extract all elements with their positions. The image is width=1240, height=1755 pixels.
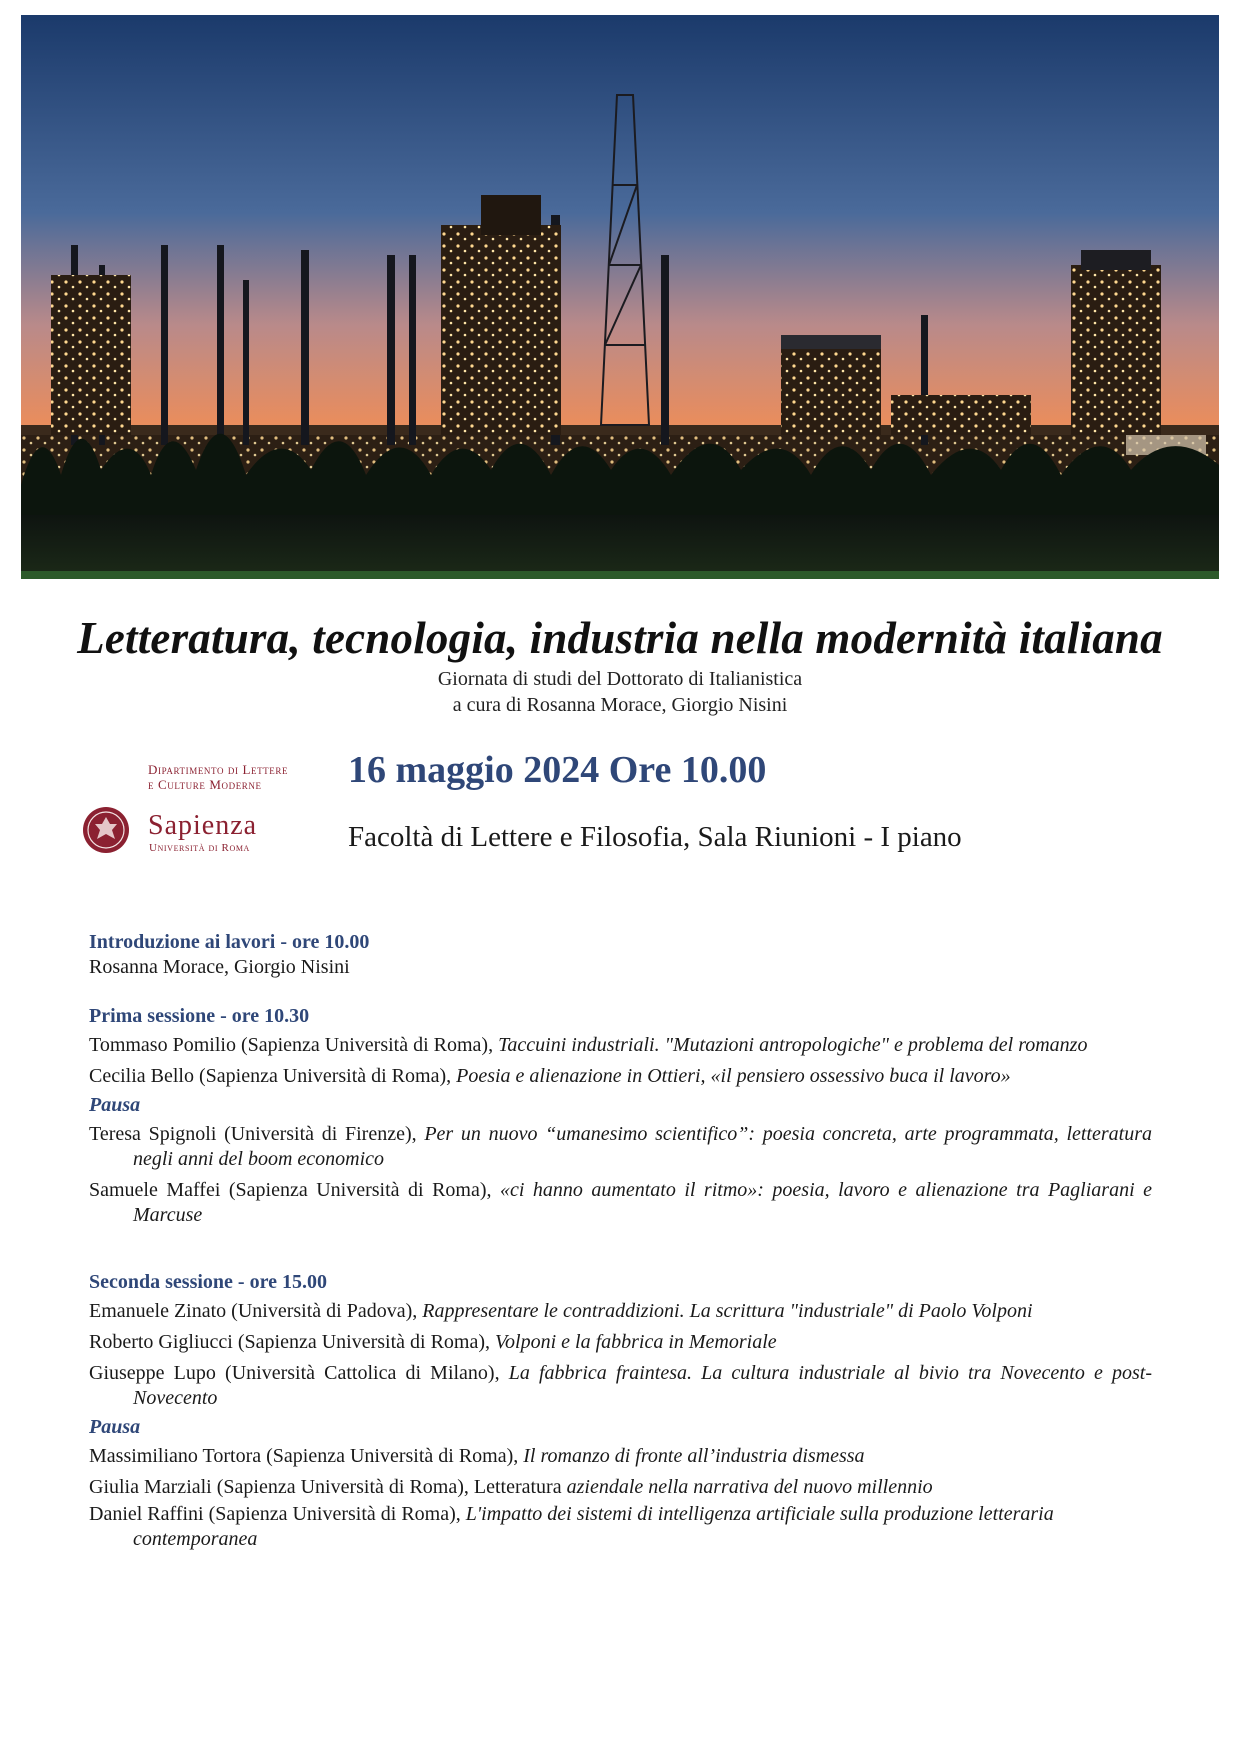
event-venue: Facoltà di Lettere e Filosofia, Sala Riunioni - I piano	[348, 821, 962, 853]
talk-item: Samuele Maffei (Sapienza Università di Roma), «ci hanno aumentato il ritmo»: poesia, lavoro e alienazione tra Pagliarani e Marcuse	[89, 1179, 1152, 1226]
talk-item: Roberto Gigliucci (Sapienza Università di Roma), Volponi e la fabbrica in Memoriale	[89, 1331, 777, 1353]
talk-item: Giulia Marziali (Sapienza Università di Roma), Letteratura aziendale nella narrativa del nuovo millennio	[89, 1476, 933, 1498]
university-name: Sapienza	[148, 810, 258, 841]
session-2-heading: Seconda sessione - ore 15.00	[89, 1271, 327, 1293]
break-label: Pausa	[89, 1094, 141, 1116]
break-label: Pausa	[89, 1416, 141, 1438]
refinery-illustration	[21, 15, 1219, 579]
session-1-heading: Prima sessione - ore 10.30	[89, 1005, 310, 1027]
intro-speakers: Rosanna Morace, Giorgio Nisini	[89, 956, 350, 978]
sapienza-seal-icon	[82, 806, 130, 854]
talk-item: Giuseppe Lupo (Università Cattolica di Milano), La fabbrica fraintesa. La cultura industriale al bivio tra Novecento e post-Novecento	[89, 1362, 1152, 1409]
hero-image	[21, 15, 1219, 579]
department-logo	[70, 746, 320, 876]
intro-heading: Introduzione ai lavori - ore 10.00	[89, 931, 370, 953]
talk-item: Teresa Spignoli (Università di Firenze), Per un nuovo “umanesimo scientifico”: poesia concreta, arte programmata, letteratura negli anni del boom economico	[89, 1123, 1152, 1170]
session-1	[89, 1004, 1152, 1228]
session-2	[89, 1270, 1152, 1552]
subtitle-line-1: Giornata di studi del Dottorato di Italianistica	[437, 668, 803, 690]
talk-item: Daniel Raffini (Sapienza Università di Roma), L'impatto dei sistemi di intelligenza artificiale sulla produzione letteraria contemporanea	[89, 1503, 1054, 1550]
programme	[89, 930, 1152, 1552]
talk-item: Tommaso Pomilio (Sapienza Università di Roma), Taccuini industriali. "Mutazioni antropologiche" e problema del romanzo	[89, 1034, 1088, 1056]
event-date: 16 maggio 2024 Ore 10.00	[348, 749, 767, 791]
page-title: Letteratura, tecnologia, industria nella modernità italiana	[77, 613, 1163, 663]
talk-item: Emanuele Zinato (Università di Padova), Rappresentare le contraddizioni. La scrittura "industriale" di Paolo Volponi	[89, 1300, 1033, 1322]
department-name: Dipartimento di Lettere e Culture Moderne	[148, 762, 289, 792]
talk-item: Cecilia Bello (Sapienza Università di Roma), Poesia e alienazione in Ottieri, «il pensiero ossessivo buca il lavoro»	[89, 1065, 1011, 1087]
subtitle-line-2: a cura di Rosanna Morace, Giorgio Nisini	[452, 694, 788, 716]
university-subtitle: Università di Roma	[149, 842, 250, 854]
talk-item: Massimiliano Tortora (Sapienza Università di Roma), Il romanzo di fronte all’industria dismessa	[89, 1445, 865, 1467]
intro-section	[89, 930, 1152, 980]
